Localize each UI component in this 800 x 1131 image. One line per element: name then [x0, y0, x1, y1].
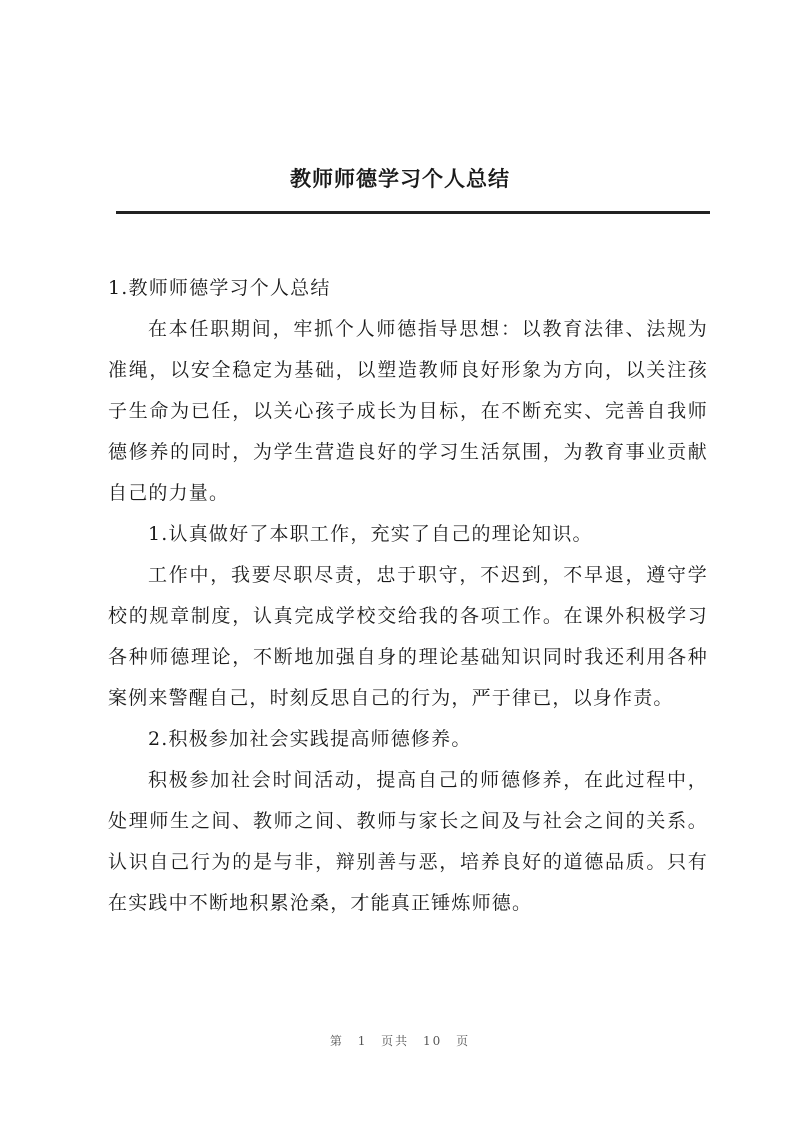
- section-heading: 1.教师师德学习个人总结: [108, 277, 331, 299]
- document-body: [108, 268, 708, 924]
- title-divider: [116, 211, 710, 214]
- footer-suffix: 页: [456, 1034, 471, 1048]
- footer-page-number: 1: [357, 1034, 368, 1048]
- body-paragraph: 在本任职期间，牢抓个人师德指导思想：以教育法律、法规为准绳，以安全稳定为基础，以塑造教师良好形象为方向，以关注孩子生命为已任，以关心孩子成长为目标，在不断充实、完善自我师德修养的同时，为学生营造良好的学习生活氛围，为教育事业贡献自己的力量。: [108, 318, 708, 504]
- subsection-heading: 1.认真做好了本职工作，充实了自己的理论知识。: [148, 523, 593, 545]
- footer-prefix: 第: [329, 1034, 344, 1048]
- body-paragraph: 工作中，我要尽职尽责，忠于职守，不迟到，不早退，遵守学校的规章制度，认真完成学校交给我的各项工作。在课外积极学习各种师德理论，不断地加强自身的理论基础知识同时我还利用各种案例来警醒自己，时刻反思自己的行为，严于律已，以身作责。: [108, 564, 708, 709]
- document-title: 教师师德学习个人总结: [290, 167, 510, 191]
- footer-total-pages: 10: [423, 1034, 443, 1048]
- body-paragraph: 积极参加社会时间活动，提高自己的师德修养，在此过程中，处理师生之间、教师之间、教师与家长之间及与社会之间的关系。认识自己行为的是与非，辩别善与恶，培养良好的道德品质。只有在实践中不断地积累沧桑，才能真正锤炼师德。: [108, 769, 708, 914]
- footer-middle: 页共: [381, 1034, 410, 1048]
- subsection-heading: 2.积极参加社会实践提高师德修养。: [148, 728, 472, 750]
- page-footer: [0, 1032, 800, 1049]
